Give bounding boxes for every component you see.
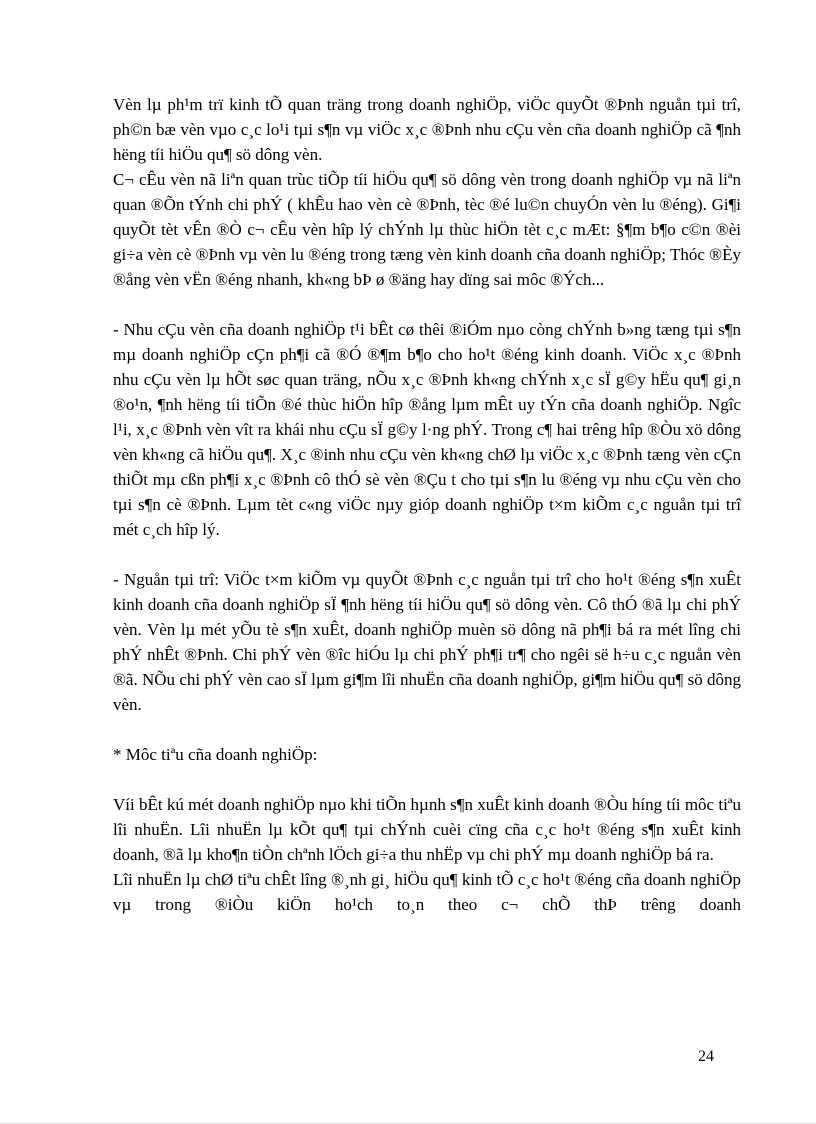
paragraph: - Nhu cÇu vèn cña doanh nghiÖp t¹i bÊt cø thêi ®iÓm nµo còng chÝnh b»ng tæng tµi s¶n mµ doanh nghiÖp cÇn ph¶i cã ®Ó ®¶m b¶o cho ho¹t ®éng kinh doanh. ViÖc x¸c ®Þnh nhu cÇu vèn lµ hÕt søc quan träng, nÕu x¸c ®Þnh kh«ng chÝnh x¸c sÏ g©y hËu qu¶ gi¸n ®o¹n, ¶nh hëng tíi tiÕn ®é thùc hiÖn hîp ®ång lµm mÊt uy tÝn cña doanh nghiÖp. Ngîc l¹i, x¸c ®Þnh vèn vît ra khái nhu cÇu sÏ g©y l·ng phÝ. Trong c¶ hai trêng hîp ®Òu xö dông vèn kh«ng cã hiÖu qu¶. X¸c ®inh nhu cÇu vèn kh«ng chØ lµ viÖc x¸c ®Þnh tæng vèn cÇn thiÕt mµ cßn ph¶i x¸c ®Þnh cô thÓ sè vèn ®Çu t cho tµi s¶n lu ®éng vµ nhu cÇu vèn cho tµi s¶n cè ®Þnh. Lµm tèt c«ng viÖc nµy gióp doanh nghiÖp t×m kiÕm c¸c nguån tµi trî mét c¸ch hîp lý. bbox=[113, 320, 741, 539]
paragraph: Lîi nhuËn lµ chØ tiªu chÊt lîng ®¸nh gi¸ hiÖu qu¶ kinh tÕ c¸c ho¹t ®éng cña doanh nghiÖp vµ trong ®iÒu kiÖn ho¹ch to¸n theo c¬ chÕ thÞ trêng doanh bbox=[113, 870, 741, 914]
text-content bbox=[113, 92, 741, 917]
page-number: 24 bbox=[698, 1048, 714, 1065]
paragraph: Víi bÊt kú mét doanh nghiÖp nµo khi tiÕn hµnh s¶n xuÊt kinh doanh ®Òu híng tíi môc tiªu lîi nhuËn. Lîi nhuËn lµ kÕt qu¶ tµi chÝnh cuèi cïng cña c¸c ho¹t ®éng s¶n xuÊt kinh doanh, ®ã lµ kho¶n tiÒn chªnh lÖch gi÷a thu nhËp vµ chi phÝ mµ doanh nghiÖp bá ra. bbox=[113, 795, 741, 864]
paragraph: * Môc tiªu cña doanh nghiÖp: bbox=[113, 745, 318, 764]
paragraph: Vèn lµ ph¹m trï kinh tÕ quan träng trong doanh nghiÖp, viÖc quyÕt ®Þnh nguån tµi trî, ph©n bæ vèn vµo c¸c lo¹i tµi s¶n vµ viÖc x¸c ®Þnh nhu cÇu vèn cña doanh nghiÖp cã ¶nh hëng tíi hiÖu qu¶ sö dông vèn. bbox=[113, 95, 741, 164]
paragraph: - Nguån tµi trî: ViÖc t×m kiÕm vµ quyÕt ®Þnh c¸c nguån tµi trî cho ho¹t ®éng s¶n xuÊt kinh doanh cña doanh nghiÖp sÏ ¶nh hëng tíi hiÖu qu¶ sö dông vèn. Cô thÓ ®ã lµ chi phÝ vèn. Vèn lµ mét yÕu tè s¶n xuÊt, doanh nghiÖp muèn sö dông nã ph¶i bá ra mét lîng chi phÝ nhÊt ®Þnh. Chi phÝ vèn ®îc hiÓu lµ chi phÝ ph¶i tr¶ cho ngêi së h÷u c¸c nguån vèn ®ã. NÕu chi phÝ vèn cao sÏ lµm gi¶m lîi nhuËn cña doanh nghiÖp, gi¶m hiÖu qu¶ sö dông vèn. bbox=[113, 570, 741, 714]
paragraph: C¬ cÊu vèn nã liªn quan trùc tiÕp tíi hiÖu qu¶ sö dông vèn trong doanh nghiÖp vµ nã liªn quan ®Õn tÝnh chi phÝ ( khÊu hao vèn cè ®Þnh, tèc ®é lu©n chuyÓn vèn lu ®éng). Gi¶i quyÕt tèt vÊn ®Ò c¬ cÊu vèn hîp lý chÝnh lµ thùc hiÖn tèt c¸c mÆt: §¶m b¶o c©n ®èi gi÷a vèn cè ®Þnh vµ vèn lu ®éng trong tæng vèn kinh doanh cña doanh nghiÖp; Thóc ®Èy ®ång vèn vËn ®éng nhanh, kh«ng bÞ ø ®äng hay dïng sai môc ®Ých... bbox=[113, 170, 741, 289]
